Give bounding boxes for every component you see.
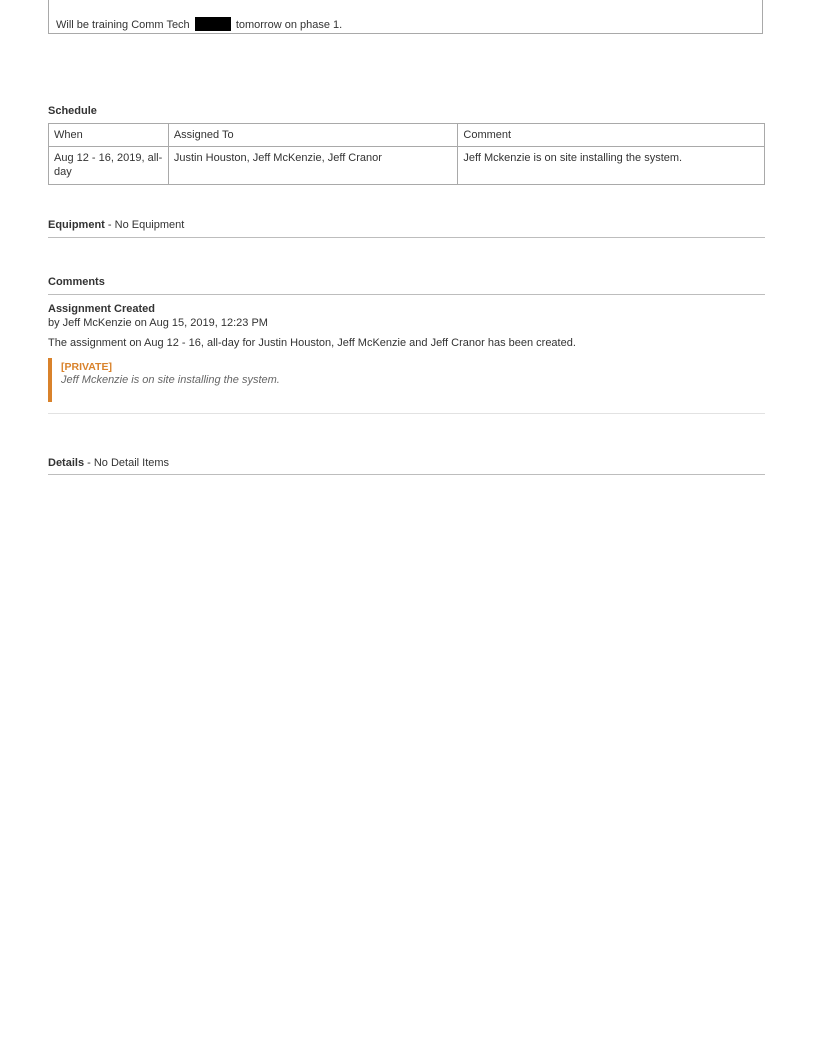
comment-body: The assignment on Aug 12 - 16, all-day for Justin Houston, Jeff McKenzie and Jeff Cranor has been created.: [48, 337, 576, 349]
private-note: [48, 358, 448, 402]
equipment-title: Equipment: [48, 219, 105, 231]
details-value: - No Detail Items: [84, 457, 170, 469]
schedule-table: [48, 123, 765, 185]
comments-divider: [48, 294, 765, 295]
cell-assigned-to: Justin Houston, Jeff McKenzie, Jeff Cranor: [168, 147, 458, 185]
note-text-before: Will be training Comm Tech: [56, 19, 190, 31]
note-box: [48, 0, 763, 34]
details-heading: [48, 457, 169, 469]
column-header-assigned-to: Assigned To: [168, 124, 458, 147]
equipment-divider: [48, 237, 765, 238]
details-divider: [48, 474, 765, 475]
equipment-value: - No Equipment: [104, 219, 185, 231]
table-header-row: [49, 124, 765, 147]
cell-comment: Jeff Mckenzie is on site installing the system.: [458, 147, 765, 185]
comment-title: Assignment Created: [48, 303, 155, 315]
table-row: [49, 147, 765, 185]
comment-meta: by Jeff McKenzie on Aug 15, 2019, 12:23 PM: [48, 317, 268, 329]
redacted-block: [195, 17, 231, 31]
private-text: Jeff Mckenzie is on site installing the system.: [61, 374, 280, 386]
schedule-title: Schedule: [48, 105, 97, 117]
details-title: Details: [48, 457, 85, 469]
private-label: [PRIVATE]: [61, 361, 112, 373]
comments-title: Comments: [48, 276, 105, 288]
column-header-when: When: [49, 124, 169, 147]
equipment-heading: [48, 219, 184, 231]
comment-divider: [48, 413, 765, 414]
column-header-comment: Comment: [458, 124, 765, 147]
note-text: [56, 17, 342, 32]
cell-when: Aug 12 - 16, 2019, all-day: [49, 147, 169, 185]
note-text-after: tomorrow on phase 1.: [235, 19, 343, 31]
